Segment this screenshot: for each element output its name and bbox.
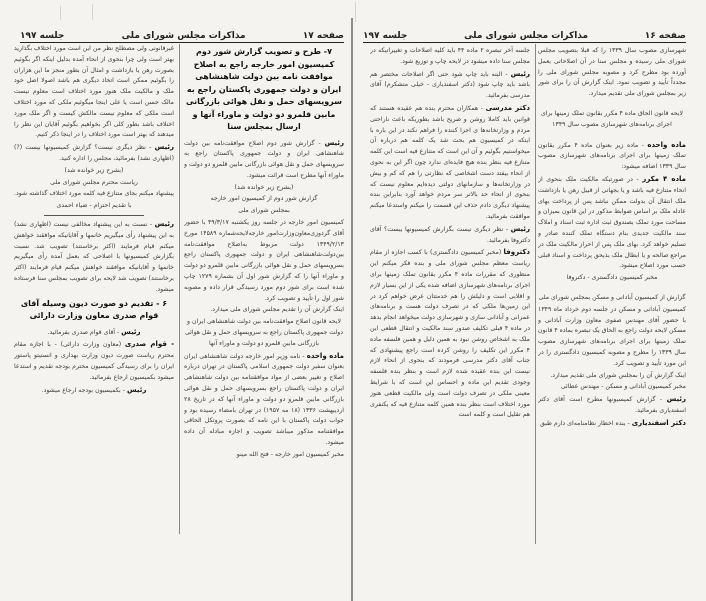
paragraph bbox=[370, 224, 530, 247]
section-heading: ۷- طرح و تصویب گزارش شور دوم کمیسیون امور خارجه راجع به اصلاح موافقت نامه بین دولت شاهنشاهی ایران و دولت جمهوری پاکستان راجع به سرویسهای حمل و نقل هوائی بازرگانی مابین قلمرو دو دولت و ماوراء آنها و ارسال بمجلس سنا bbox=[185, 47, 343, 131]
report-title: گزارش از کمیسیون آبادانی و مسکن بمجلس شورای ملی bbox=[538, 293, 686, 301]
article-label: ماده واحده bbox=[647, 140, 686, 149]
paragraph bbox=[14, 142, 174, 165]
paragraph bbox=[538, 418, 686, 430]
paragraph bbox=[538, 174, 686, 272]
paragraph-text: - نامه وزیر امور خارجه دولت شاهنشاهی ایران بعنوان سفیر دولت جمهوری اسلامی پاکستان در تهران درباره اصلاح و تغییر بعضی از مواد موافقتنامه بین دولت شاهنشاهی ایران و دولت پاکستان راجع بسرویسهای حمل و نقل هوائی بازرگانی مابین قلمرو دو دولت و ماوراء آنها که در تاریخ ۲۸ اردیبهشت ۱۳۳۶ (۱۸ مه ۱۹۵۷) در تهران بامضاء رسیده بود و جواب دولت پاکستان با این نامه که بصورت پروتکل الحاقی موافقتنامه مذکور میباشد تصویب و اجازه مبادله آن داده میشود. bbox=[184, 352, 344, 447]
column-left bbox=[14, 44, 174, 591]
speaker: رئیس bbox=[510, 69, 530, 78]
column-right bbox=[184, 44, 344, 591]
paragraph-text: (مخبر کمیسیون دادگستری) با کسب اجازه از مقام ریاست معظم مجلس شورای ملی و بنده فکر میکنم این منظوری که مقررات ماده ۴ مکرر بقانون تملک زمینها برای اجرای برنامه‌های شهرسازی اضافه شده یکی از این بسیار لازم و اقلابی است و دلیلش را هم خدمتتان عرض خواهم کرد در این زمین‌ها ملکی که در تصرف دولت هست و برنامه‌های عمرانی و آبادانی سازی و شهرسازی دولت میخواهد انجام بدهد در ماده ۴ قبلی تکلیف صدور سند مالکیت و انتقال قطعی این ملک به اشخاص روشن نبود به همین دلیل و همین فلسفه ماده ۴ مکرر این تکلیف را روشن کرده است راجع پیشنهادی که جناب آقای دکتر مدرسی فرمودند که بنحوی از انحاء لازم نیست این بنده عقیده شده لازم است و بنظر بنده فلسفه وجودی تقدیم این ماده و احساس این است که با شرایط معینی ملکی در تصرف دولت است ولی مالکیت قطعی هنوز مورد اختلاف است بنظر بنده همین کلمه متنازع فیه که یکنفری هم تقلیل است و کلمه است bbox=[370, 249, 530, 419]
paragraph bbox=[184, 351, 344, 449]
section-heading: ۶ - تقدیم دو صورت دیون وسیله آقای قوام صدری معاون وزارت دارائی bbox=[20, 298, 168, 321]
separator-rule bbox=[44, 215, 144, 216]
paragraph: اینک گزارش آن را بمجلس شورای ملی تقدیم میدارد. bbox=[550, 371, 686, 379]
paragraph: غیرقانونی ولی مصطلح نظر من این است مورد اختلاف بگذارید بهتر است ولی چرا بنحوی از انحاء آمده بدلیل اینکه اگر بگوئیم بصورت رهن یا بازداشت و امثال آن بطور منجز ما این هزاران را بگوئیم ممکن است اتخاذ دیگری هم باشد اصولا اصل خود ملک و مالکیت ملک هنوز مورد اختلاف است معلوم نیست مالک حسن است یا علی اینجا میگوئیم ملکی که مورد اختلاف است ملکی که معلوم نیست مالکش کیست و اگر ملک مورد اختلاف باشد بطور کلی اگر بخواهیم بگوئیم آقایان این نظر را میدهند که بهتر است مورد اختلاف را در اینجا ذکر کنیم. bbox=[14, 45, 174, 139]
paragraph-text: - نظر دیگری نیست بگزارش کمیسیونها بیست؟ آقای دکتروفا بفرمائید. bbox=[370, 225, 530, 244]
signature: مخبر کمیسیون امور خارجه - فتح الله مینو bbox=[236, 450, 344, 458]
addressee: ریاست محترم مجلس شورای ملی bbox=[50, 178, 138, 186]
paragraph-text: - همکاران محترم بنده هم عقیده هستند که قوانین باید کاملا روشن و صریح باشد بطوریکه باعث ناراحتی مردم و وزارتخانه‌ها ی اجرا کننده را فراهم نکند در این باره با اینکه در کمیسیون هم بحث شد یک کلمه هم درباره آن میخواستیم بگوئیم و آن این است که متنازع فیه است این کلمه متنازع فیه بنظر بنده هیچ فایده‌ای ندارد چون اگر این به نحوی از انحاء بیفتد دست اشخاصی که نظارتی را هم که کم و بیش در وزارتخانه‌ها و سازمانهای دولتی دیده‌ایم معلوم نیست که بنحوی از انحاء حد بالاتر سر مردم خواهد آورد بنابراین بنده پیشنهاد دیگری دادم حذف این قسمت را میکنم واستدعا میکنم موافقت بفرمائید. bbox=[370, 104, 530, 220]
speaker: رئیس bbox=[666, 395, 686, 404]
paragraph bbox=[14, 327, 174, 339]
speaker: رئیس bbox=[126, 385, 147, 394]
column-left bbox=[370, 46, 530, 591]
signature: با تقدیم احترام - ضیاء احمدی bbox=[56, 202, 132, 210]
publication-title: مذاکرات مجلس شورای ملی bbox=[464, 31, 589, 41]
speaker: رئیس bbox=[121, 327, 141, 336]
paragraph bbox=[14, 339, 174, 383]
speaker: رئیس bbox=[510, 224, 530, 233]
paragraph-text: (معاون وزارت دارائی) - با اجازه مقام محترم ریاست صورت دیون وزارت بهداری و انستیتو پاستور ایران را برای رسیدگی کمیسیون محترم بودجه تقدیم و استدعا میشود بکمیسیون ارجاع بفرمائید. bbox=[14, 341, 174, 381]
paragraph-text: - ماده زیر بعنوان ماده ۴ مکرر بقانون تملک زمینها برای اجرای برنامه‌های شهرسازی مصوب سال ۱۳۳۹ اضافه میشود: bbox=[538, 141, 686, 171]
scan-artifact bbox=[92, 4, 93, 20]
paragraph-text: - نسبت به این پیشنهاد مخالفی نیست (اظهاری نشد) به این پیشنهاد رأی میگیریم خانمها و آقایانیکه موافقند خواهش میکنم قیام فرمایند (اکثر برخاستند) تصویب شد. نسبت بگزارش کمیسیونها با اصلاحی که بعمل آمده رأی میگیریم خانمها و آقایانیکه موافقند خواهش میکنم قیام فرمایند (اکثر برخاستند) تصویب شد لایحه برای تصویب بمجلس سنا فرستاده میشود. bbox=[14, 220, 174, 293]
article-label: ماده ۴ مکرر bbox=[642, 174, 686, 183]
column-divider bbox=[535, 44, 536, 544]
paragraph bbox=[370, 103, 530, 223]
page-number: صفحه ۱۶ bbox=[644, 31, 686, 41]
book-gutter bbox=[351, 18, 353, 601]
note: (بشرح زیر خوانده شد) bbox=[234, 183, 294, 191]
page-number: صفحه ۱۷ bbox=[302, 31, 344, 41]
running-head bbox=[363, 27, 686, 43]
speaker: رئیس bbox=[154, 219, 174, 228]
signature: مخبر کمیسیون آبادانی و مسکن - مهندس عطائی bbox=[560, 383, 686, 391]
session-number: جلسه ۱۹۷ bbox=[20, 31, 65, 41]
scan-artifact bbox=[355, 2, 356, 22]
paragraph bbox=[184, 138, 344, 182]
paragraph bbox=[538, 140, 686, 173]
paragraph-text: - نظر دیگری نیست؟ گزارش کمیسیونها بیست (?) (اظهاری نشد) بفرمائید، مجلس را اداره کنید. bbox=[14, 144, 174, 162]
page-16 bbox=[355, 0, 706, 601]
speaker: رئیس bbox=[154, 143, 174, 152]
running-head bbox=[20, 27, 344, 43]
publication-title: مذاکرات مجلس شورای ملی bbox=[121, 31, 246, 41]
bill-title: لایحه قانون اصلاح موافقت‌نامه بین دولت شاهنشاهی ایران و دولت جمهوری پاکستان راجع به سرویسهای حمل و نقل هوائی بازرگانی مابین قلمرو دو دولت و ماوراء آنها bbox=[184, 318, 343, 347]
paragraph: شهرسازی مصوب سال ۱۳۳۹ را که قبلا بتصویب مجلس شورای ملی رسیده و مجلس سنا در آن اصلاحاتی بعمل آورده بود مطرح کرد و مصوبه مجلس شورای ملی را مجدداً تأیید و تصویب نمود. اینک گزارش آن را برای شور زیر بمجلس شورای ملی تقدیم میدارد. bbox=[538, 47, 686, 98]
paragraph bbox=[14, 385, 174, 397]
signature: مخبر کمیسیون دادگستری - دکتروفا bbox=[566, 274, 658, 282]
paragraph bbox=[14, 219, 174, 296]
paragraph-text: - در صورتیکه مالکیت ملک بنحوی از انحاء متنازع فیه باشد و یا بجهاتی از قبیل رهن یا بازداشت ملک انتقال آن بدولت ممکن نباشد پس از پرداخت بهای عادله ملک بر اساس ضوابط مذکور در این قانون بمیزان و مساحت مورد تملک بصندوق ثبت اداره ثبت اسناد و املاک سند مالکیت جدیدی بنام دستگاه تملک کننده صادر و تسلیم خواهد کرد. بهای ملک پس از احراز مالکیت ملک در مراجع صالحه و یا ابطال ملک بذیحق پرداخت و اسناد قبلی حسب مورد اصلاح میشود. bbox=[538, 175, 686, 270]
paragraph-text: - آقای قوام صدری بفرمائید. bbox=[47, 328, 120, 336]
paragraph: جلسه آخر تبصره ۲ ماده ۴۴ باید کلیه اصلاحات و تغییراتیکه در مجلس سنا داده میشود در لایحه چاپ و توزیع شود. bbox=[370, 47, 530, 65]
article-label: ماده واحده bbox=[306, 351, 344, 360]
paragraph bbox=[370, 247, 530, 421]
report-addressee: بمجلس شورای ملی bbox=[238, 207, 290, 215]
paragraph-text: - بنده اخطار نظامنامه‌ای دارم طبق bbox=[539, 419, 630, 427]
paragraph-text: - گزارش شور دوم اصلاح موافقت‌نامه بین دولت شاهنشاهی ایران و دولت جمهوری پاکستان راجع به سرویسهای حمل و نقل هوائی بازرگانی مابین قلمرو دو دولت و ماوراء آنها مطرح است قرائت میشود. bbox=[184, 139, 344, 179]
bill-title: لایحه قانون الحاق ماده ۴ مکرر بقانون تملک زمینها برای اجرای برنامه‌های شهرسازی مصوب سال ۱۳۴۹ bbox=[540, 109, 684, 128]
paragraph bbox=[370, 69, 530, 102]
speaker: رئیس bbox=[324, 138, 344, 147]
speaker: دکتر اسفندیاری bbox=[631, 418, 686, 427]
session-number: جلسه ۱۹۷ bbox=[363, 31, 408, 41]
paragraph-text: - بکمیسیون بودجه ارجاع میشود. bbox=[41, 386, 125, 394]
speaker: - قوام صدری bbox=[124, 340, 174, 349]
paragraph: کمیسیون آبادانی و مسکن در جلسه دوم خرداد ماه ۱۳۴۹ با حضور آقای مهندس صفوی معاون وزارت آبادانی و مسکن لایحه دولت راجع به الحاق یک تبصره بماده ۴ قانون تملک زمینها برای اجرای برنامه‌های شهرسازی مصوب سال ۱۳۳۹ را مطرح و مصوبه کمیسیون دادگستری را در این مورد تأیید و تصویب کرد. bbox=[538, 305, 686, 367]
page-17 bbox=[0, 0, 352, 601]
paragraph: پیشنهاد میکنم بجای متنازع فیه کلمه مورد اختلاف گذاشته شود. bbox=[14, 190, 174, 198]
speaker: دکتروفا bbox=[503, 248, 530, 257]
report-title: گزارش شور دوم از کمیسیون امور خارجه bbox=[210, 195, 318, 203]
note: (بشرح زیر خوانده شد) bbox=[64, 166, 124, 174]
scan-artifact bbox=[60, 6, 61, 20]
paragraph-text: - البته باید چاپ شود حتی اگر اصلاحات مختصر هم باشد باید چاپ شود (دکتر اسفندیاری - خیلی متشکرم) آقای مدرسی بفرمائید. bbox=[370, 70, 530, 100]
paragraph bbox=[538, 394, 686, 417]
paragraph: کمیسیون امور خارجه در جلسه روز یکشنبه ۴۹/۳/۱۷ با حضور آقای گردوزی‌معاون‌وزارت‌امور خارجه‌لایحه‌شماره ۱۴۵۸۹ مورخ ۱۳۴۹/۲/۱۳ دولت مربوط به‌اصلاح موافقت‌نامه بین‌دولت‌شاهنشاهی ایران و دولت جمهوری پاکستان راجع بسرویسهای حمل و نقل هوائی بازرگانی مابین قلمرو دو دولت و ماوراء آنها را که گزارش شور اول آن بشماره ۱۲۷۹ چاپ شده است برای شور دوم مورد رسیدگی قرار داده و مصوبه شور اول را تأیید و تصویب کرد. bbox=[184, 219, 344, 302]
paragraph: اینک گزارش آن را تقدیم مجلس شورای ملی میدارد. bbox=[210, 306, 344, 314]
column-right bbox=[538, 46, 686, 591]
column-divider bbox=[179, 44, 180, 534]
paragraph-text: - گزارش کمیسیونها مطرح است آقای دکتر اسفندیاری بفرمائید. bbox=[538, 396, 686, 414]
speaker: دکتر مدرسی bbox=[485, 103, 530, 112]
